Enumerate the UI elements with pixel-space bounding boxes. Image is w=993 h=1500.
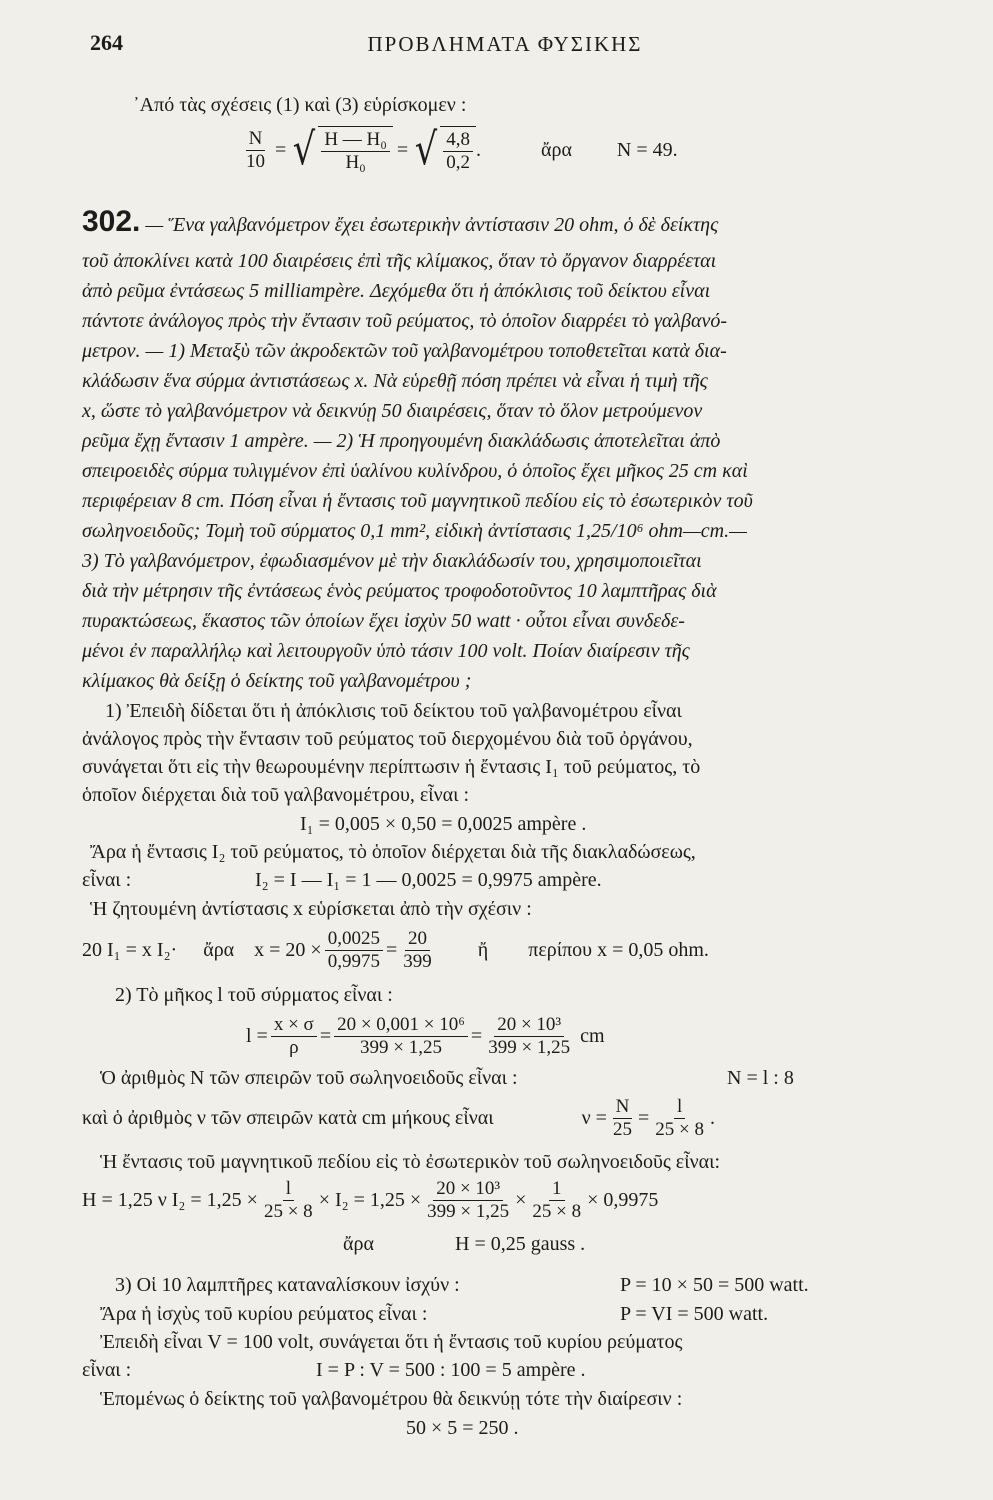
solution-line-0: 1) Ἐπειδὴ δίδεται ὅτι ἡ ἀπόκλισις τοῦ δείκτου τοῦ γαλβανομέτρου εἶναι xyxy=(105,700,682,722)
solution-line-2: συνάγεται ὅτι εἰς τὴν θεωρουμένην περίπτωσιν ἡ ἔντασις I₁ τοῦ ρεύματος, τὸ xyxy=(82,756,701,778)
problem-line-7: ρεῦμα ἔχῃ ἔντασιν 1 ampère. — 2) Ἡ προηγουμένη διακλάδωσις ἀποτελεῖται ἀπὸ xyxy=(82,430,721,452)
solution-line-3: ὁποῖον διέρχεται διὰ τοῦ γαλβανομέτρου, εἶναι : xyxy=(82,784,470,806)
running-title: ΠΡΟΒΛΗΜΑΤΑ ΦΥΣΙΚΗΣ xyxy=(367,32,643,56)
page-header xyxy=(90,30,920,70)
fraction-l3: $\frac{\text{20 × 10³}}{399 \times 1,25}$ xyxy=(488,1013,571,1058)
v-line: Ἐπειδὴ εἶναι V = 100 volt, συνάγεται ὅτι ἡ ἔντασις τοῦ κυρίου ρεύματος xyxy=(100,1331,683,1353)
page-number: 264 xyxy=(90,30,123,55)
problem-line-9: περιφέρειαν 8 cm. Πόση εἶναι ἡ ἔντασις τοῦ μαγνητικοῦ πεδίου εἰς τὸ ἐσωτερικὸν τοῦ xyxy=(82,490,753,512)
fraction-x1: $\frac{0,0025}{0,9975}$ xyxy=(325,928,383,973)
problem-line-8: σπειροειδὲς σύρμα τυλιγμένον ἐπὶ ὑαλίνου κυλίνδρου, ὁ ὁποῖος ἔχει μῆκος 25 cm καὶ xyxy=(82,460,748,482)
problem-line-0: 302. — Ἕνα γαλβανόμετρον ἔχει ἐσωτερικὴν ἀντίστασιν 20 ohm, ὁ δὲ δείκτης xyxy=(82,205,719,238)
s3-line: 3) Οἱ 10 λαμπτῆρες καταναλίσκουν ἰσχύν : xyxy=(115,1274,460,1296)
final-line: Ἑπομένως ὁ δείκτης τοῦ γαλβανομέτρου θὰ δεικνύῃ τότε τὴν διαίρεσιν : xyxy=(100,1388,683,1410)
s2-intro: 2) Τὸ μῆκος l τοῦ σύρματος εἶναι : xyxy=(115,984,393,1006)
problem-line-1: τοῦ ἀποκλίνει κατὰ 100 διαιρέσεις ἐπὶ τῆς κλίμακος, ὅταν τὸ ὄργανον διαρρέεται xyxy=(82,250,717,272)
problem-line-5: κλάδωσιν ἕνα σύρμα ἀντιστάσεως x. Νὰ εὑρεθῇ πόση πρέπει νὰ εἶναι ἡ τιμὴ τῆς xyxy=(82,370,708,392)
h-equation: H = 1,25 ν I₂ = 1,25 × $\frac{l}{25 \times 8}$ × I₂ = 1,25 × $\frac{\text{20 × 10³}}{399 \times 1,25}$ × $\frac{1}{25 \times 8}$ × 0,9975 xyxy=(82,1177,659,1222)
ara-i2-line: Ἄρα ἡ ἔντασις I₂ τοῦ ρεύματος, τὸ ὁποῖον διέρχεται διὰ τῆς διακλαδώσεως, xyxy=(90,841,696,863)
problem-line-4: μετρον. — 1) Μεταξὺ τῶν ἀκροδεκτῶν τοῦ γαλβανομέτρου τοποθετεῖται κατὰ δια- xyxy=(82,340,727,362)
problem-line-6: x, ὥστε τὸ γαλβανόμετρον νὰ δεικνύῃ 50 διαιρέσεις, ὅταν τὸ ὅλον μετρούμενον xyxy=(82,400,703,422)
x-equation: 20 I₁ = x I₂· ἄρα x = 20 × $\frac{0,0025}{0,9975}$ = $\frac{20}{399}$ ἤ περίπου x = 0,05 ohm. xyxy=(82,927,709,972)
problem-line-10: σωληνοειδοῦς; Τομὴ τοῦ σύρματος 0,1 mm², εἰδικὴ ἀντίστασις 1,25/10⁶ ohm—cm.— xyxy=(82,520,747,542)
fraction-h1: $\frac{l}{25 \times 8}$ xyxy=(263,1177,313,1222)
h-ara: ἄρα xyxy=(343,1233,374,1255)
equation-i2: I₂ = I — I₁ = 1 — 0,0025 = 0,9975 ampère. xyxy=(255,869,602,891)
fraction-x2: $\frac{20}{399}$ xyxy=(403,927,432,972)
n-line: Ὁ ἀριθμὸς N τῶν σπειρῶν τοῦ σωληνοειδοῦς εἶναι : xyxy=(100,1067,518,1089)
problem-line-11: 3) Τὸ γαλβανόμετρον, ἐφωδιασμένον μὲ τὴν διακλάδωσίν του, χρησιμοποιεῖται xyxy=(82,550,702,572)
problem-number: 302. xyxy=(82,205,141,238)
prev-intro: ᾿Από τὰς σχέσεις (1) καὶ (3) εὑρίσκομεν : xyxy=(133,94,467,116)
v-equation: I = P : V = 500 : 100 = 5 ampère . xyxy=(316,1359,586,1381)
fraction-n-10: $\frac{N}{10}$ xyxy=(246,127,265,172)
problem-line-2: ἀπὸ ρεῦμα ἐντάσεως 5 milliampère. Δεχόμεθα ὅτι ἡ ἀπόκλισις τοῦ δείκτου εἶναι xyxy=(82,280,711,302)
ara-word: ἄρα xyxy=(540,139,572,161)
problem-line-12: διὰ τὴν μέτρησιν τῆς ἐντάσεως ἑνὸς ρεύματος τροφοδοτοῦντος 10 λαμπτῆρας διὰ xyxy=(82,580,717,602)
problem-line-3: πάντοτε ἀνάλογος πρὸς τὴν ἔντασιν τοῦ ρεύματος, τὸ ὁποῖον διαρρέει τὸ γαλβανό- xyxy=(82,310,728,332)
fraction-l2: $\frac{\text{20 × 0,001 × 10⁶}}{399 \times 1,25}$ xyxy=(334,1014,468,1059)
s3-equation: P = 10 × 50 = 500 watt. xyxy=(620,1274,809,1296)
problem-line-15: κλίμακος θὰ δείξῃ ὁ δείκτης τοῦ γαλβανομέτρου ; xyxy=(82,670,472,692)
problem-line-13: πυρακτώσεως, ἕκαστος τῶν ὁποίων ἔχει ἰσχὺν 50 watt · οὗτοι εἶναι συνδεδε- xyxy=(82,610,685,632)
sqrt-expression-1: √ $\frac{\text{H — H₀}}{\text{H₀}}$ xyxy=(290,126,393,174)
fraction-nu1: $\frac{N}{25}$ xyxy=(612,1095,632,1140)
fraction-h2: $\frac{\text{20 × 10³}}{399 \times 1,25}$ xyxy=(427,1177,510,1222)
final-equation: 50 × 5 = 250 . xyxy=(406,1417,519,1439)
nu-row: καὶ ὁ ἀριθμὸς ν τῶν σπειρῶν κατὰ cm μήκους εἶναι ν = $\frac{N}{25}$ = $\frac{l}{25 \times 8}$ . xyxy=(82,1095,715,1140)
fraction-nu2: $\frac{l}{25 \times 8}$ xyxy=(655,1095,704,1140)
einai-label-1: εἶναι : xyxy=(82,869,132,891)
fraction-l1: $\frac{x \times \sigma}{\rho}$ xyxy=(271,1014,317,1059)
einai-label-2: εἶναι : xyxy=(82,1359,132,1381)
h-intro: Ἡ ἔντασις τοῦ μαγνητικοῦ πεδίου εἰς τὸ ἐσωτερικὸν τοῦ σωληνοειδοῦς εἶναι: xyxy=(100,1151,721,1173)
problem-line-14: μένοι ἐν παραλλήλῳ καὶ λειτουργοῦν ὑπὸ τάσιν 100 volt. Ποίαν διαίρεσιν τῆς xyxy=(82,640,690,662)
sqrt-expression-2: √ $\frac{4,8}{0,2}$ xyxy=(412,126,476,174)
h-result: H = 0,25 gauss . xyxy=(455,1233,586,1255)
equation-i1: I₁ = 0,005 × 0,50 = 0,0025 ampère . xyxy=(300,813,587,835)
p-line: Ἄρα ἡ ἰσχὺς τοῦ κυρίου ρεύματος εἶναι : xyxy=(100,1303,428,1325)
prev-result: N = 49. xyxy=(616,139,678,161)
solution-line-1: ἀνάλογος πρὸς τὴν ἔντασιν τοῦ ρεύματος τοῦ διερχομένου διὰ τοῦ ὀργάνου, xyxy=(82,728,693,750)
x-intro: Ἡ ζητουμένη ἀντίστασις x εὑρίσκεται ἀπὸ τὴν σχέσιν : xyxy=(90,898,532,920)
n-equation: N = l : 8 xyxy=(727,1067,794,1089)
p-equation: P = VI = 500 watt. xyxy=(620,1303,769,1325)
prev-formula: $\frac{N}{10}$ = √ $\frac{\text{H — H₀}}{\text{H₀}}$ = √ $\frac{4,8}{0,2}$ . ἄρα N = 49. xyxy=(240,120,678,180)
fraction-h3: $\frac{1}{25 \times 8}$ xyxy=(532,1177,582,1222)
l-equation: l = $\frac{x \times \sigma}{\rho}$ = $\frac{\text{20 × 0,001 × 10⁶}}{399 \times 1,25}$ = $\frac{\text{20 × 10³}}{399 \times 1,25}$ cm xyxy=(246,1013,605,1058)
